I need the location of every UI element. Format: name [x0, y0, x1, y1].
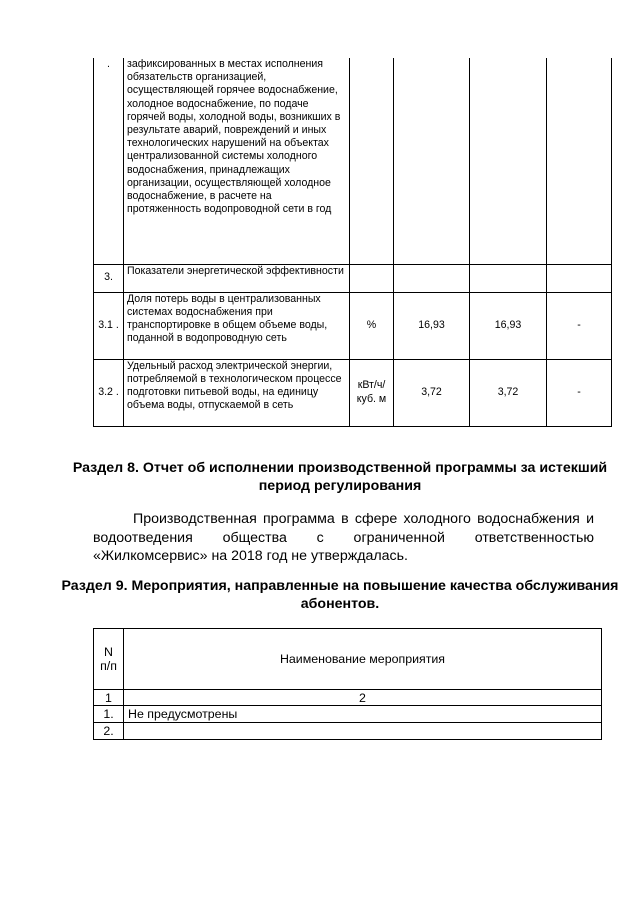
indicator-fact: 3,72	[470, 359, 547, 426]
indicator-fact	[470, 264, 547, 292]
row-number: 3.2 .	[94, 359, 124, 426]
indicator-fact	[470, 58, 547, 264]
table-row	[94, 292, 612, 359]
indicator-plan: 3,72	[394, 359, 470, 426]
indicators-table	[93, 58, 612, 427]
indicator-deviation	[547, 264, 612, 292]
indicator-plan	[394, 58, 470, 264]
indicator-name: Доля потерь воды в централизованных системах водоснабжения при транспортировке в общем объеме воды, поданной в водопроводную сеть	[124, 292, 350, 359]
table-row	[94, 723, 602, 740]
table-header-row	[94, 629, 602, 690]
measures-table	[93, 628, 602, 740]
header-number: N п/п	[94, 629, 124, 690]
table-row	[94, 706, 602, 723]
indicator-plan	[394, 264, 470, 292]
indicator-fact: 16,93	[470, 292, 547, 359]
row-number: 2.	[94, 723, 124, 740]
indicator-unit	[350, 264, 394, 292]
table-row	[94, 264, 612, 292]
measure-name: Не предусмотрены	[124, 706, 602, 723]
indicator-unit: кВт/ч/ куб. м	[350, 359, 394, 426]
table-row	[94, 58, 612, 264]
table-row	[94, 359, 612, 426]
indicator-deviation: -	[547, 292, 612, 359]
section-8-title: Раздел 8. Отчет об исполнении производственной программы за истекший период регулирования	[72, 460, 608, 494]
measure-name	[124, 723, 602, 740]
section-8-paragraph	[93, 510, 594, 566]
indicator-plan: 16,93	[394, 292, 470, 359]
indicator-name: зафиксированных в местах исполнения обязательств организацией, осуществляющей горячее водоснабжение, холодное водоснабжение, по подаче горячей воды, холодной воды, возникших в результате аварий, повреждений и иных технологических нарушений на объектах централизованной системы холодного водоснабжения, принадлежащих организации, осуществляющей холодное водоснабжение, в расчете на протяженность водопроводной сети в год	[124, 58, 350, 264]
indicator-unit: %	[350, 292, 394, 359]
indicator-unit	[350, 58, 394, 264]
index-cell: 2	[124, 690, 602, 706]
row-number: 3.1 .	[94, 292, 124, 359]
row-number: .	[94, 58, 124, 264]
indicator-name: Показатели энергетической эффективности	[124, 264, 350, 292]
row-number: 1.	[94, 706, 124, 723]
indicator-deviation: -	[547, 359, 612, 426]
section-8-text: Производственная программа в сфере холодного водоснабжения и водоотведения общества с ограниченной ответственностью «Жилкомсервис» на 2018 год не утверждалась.	[93, 511, 594, 564]
index-cell: 1	[94, 690, 124, 706]
header-measure-name: Наименование мероприятия	[124, 629, 602, 690]
section-9-title: Раздел 9. Мероприятия, направленные на повышение качества обслуживания абонентов.	[61, 578, 619, 612]
indicator-name: Удельный расход электрической энергии, потребляемой в технологическом процессе подготовки питьевой воды, на единицу объема воды, отпускаемой в сеть	[124, 359, 350, 426]
row-number: 3.	[94, 264, 124, 292]
table-index-row	[94, 690, 602, 706]
indicator-deviation	[547, 58, 612, 264]
